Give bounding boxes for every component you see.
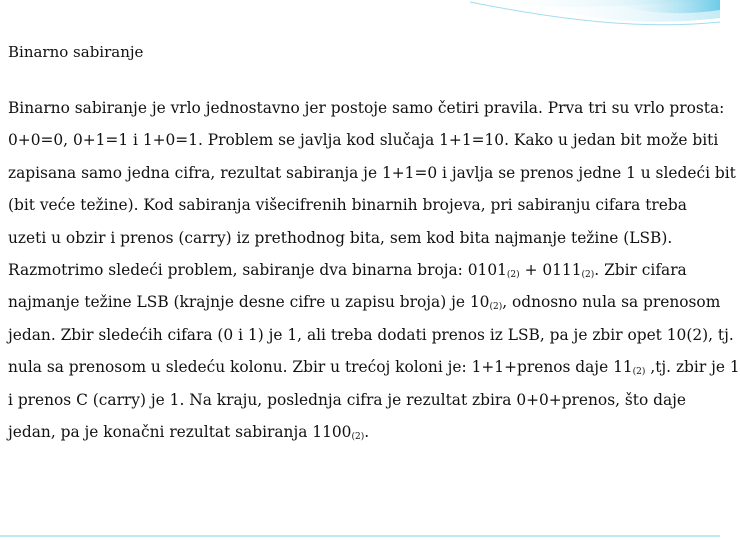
body-text-segment: (bit veće težine). Kod sabiranja višecifrenih binarnih brojeva, pri sabiranju cifara treba bbox=[8, 196, 687, 215]
body-text-segment: . Zbir cifara bbox=[594, 260, 687, 279]
body-text-segment: ,tj. zbir je 1 bbox=[645, 358, 740, 377]
top-wave-line bbox=[470, 2, 720, 25]
body-text-segment: jedan. Zbir sledećih cifara (0 i 1) je 1, ali treba dodati prenos iz LSB, pa je zbir opet 10(2), tj. bbox=[8, 325, 734, 344]
top-wave-dark bbox=[600, 0, 720, 13]
body-line bbox=[8, 254, 714, 286]
body-text-segment: zapisana samo jedna cifra, rezultat sabiranja je 1+1=0 i javlja se prenos jedne 1 u sledeći bit bbox=[8, 163, 736, 182]
body-line bbox=[8, 92, 725, 124]
body-text-segment: uzeti u obzir i prenos (carry) iz prethodnog bita, sem kod bita najmanje težine (LSB). bbox=[8, 228, 673, 247]
body-text-segment: . bbox=[364, 422, 370, 441]
slide-title: Binarno sabiranje bbox=[8, 43, 144, 61]
body-line bbox=[8, 286, 721, 318]
base-subscript: (2) bbox=[506, 269, 520, 280]
body-text-segment: Razmotrimo sledeći problem, sabiranje dva binarna broja: 0101 bbox=[8, 260, 507, 279]
body-line bbox=[8, 222, 714, 254]
top-wave-band bbox=[520, 0, 720, 22]
body-line bbox=[8, 416, 714, 448]
body-text-segment: i prenos C (carry) je 1. Na kraju, poslednja cifra je rezultat zbira 0+0+prenos, što daje bbox=[8, 390, 687, 409]
body-text-segment: najmanje težine LSB (krajnje desne cifre u zapisu broja) je 10 bbox=[8, 293, 490, 312]
body-line bbox=[8, 157, 736, 189]
body-text-segment: jedan, pa je konačni rezultat sabiranja 1100 bbox=[8, 422, 352, 441]
body-text-segment: nula sa prenosom u sledeću kolonu. Zbir u trećoj koloni je: 1+1+prenos daje 11 bbox=[8, 358, 633, 377]
body-text-segment: + 0111 bbox=[519, 260, 582, 279]
top-wave-light bbox=[470, 0, 720, 7]
body-line bbox=[8, 384, 714, 416]
base-subscript: (2) bbox=[581, 269, 595, 280]
base-subscript: (2) bbox=[351, 431, 365, 442]
base-subscript: (2) bbox=[632, 367, 646, 378]
body-line bbox=[8, 319, 734, 351]
body-line bbox=[8, 351, 740, 383]
body-text-segment: , odnosno nula sa prenosom bbox=[502, 293, 721, 312]
body-line bbox=[8, 189, 714, 221]
base-subscript: (2) bbox=[489, 302, 503, 313]
body-text-segment: 0+0=0, 0+1=1 i 1+0=1. Problem se javlja kod slučaja 1+1=10. Kako u jedan bit može biti bbox=[8, 131, 719, 150]
body-line bbox=[8, 124, 719, 156]
body-text-segment: Binarno sabiranje je vrlo jednostavno jer postoje samo četiri pravila. Prva tri su vrlo prosta: bbox=[8, 99, 725, 117]
slide-body-text bbox=[8, 92, 740, 448]
